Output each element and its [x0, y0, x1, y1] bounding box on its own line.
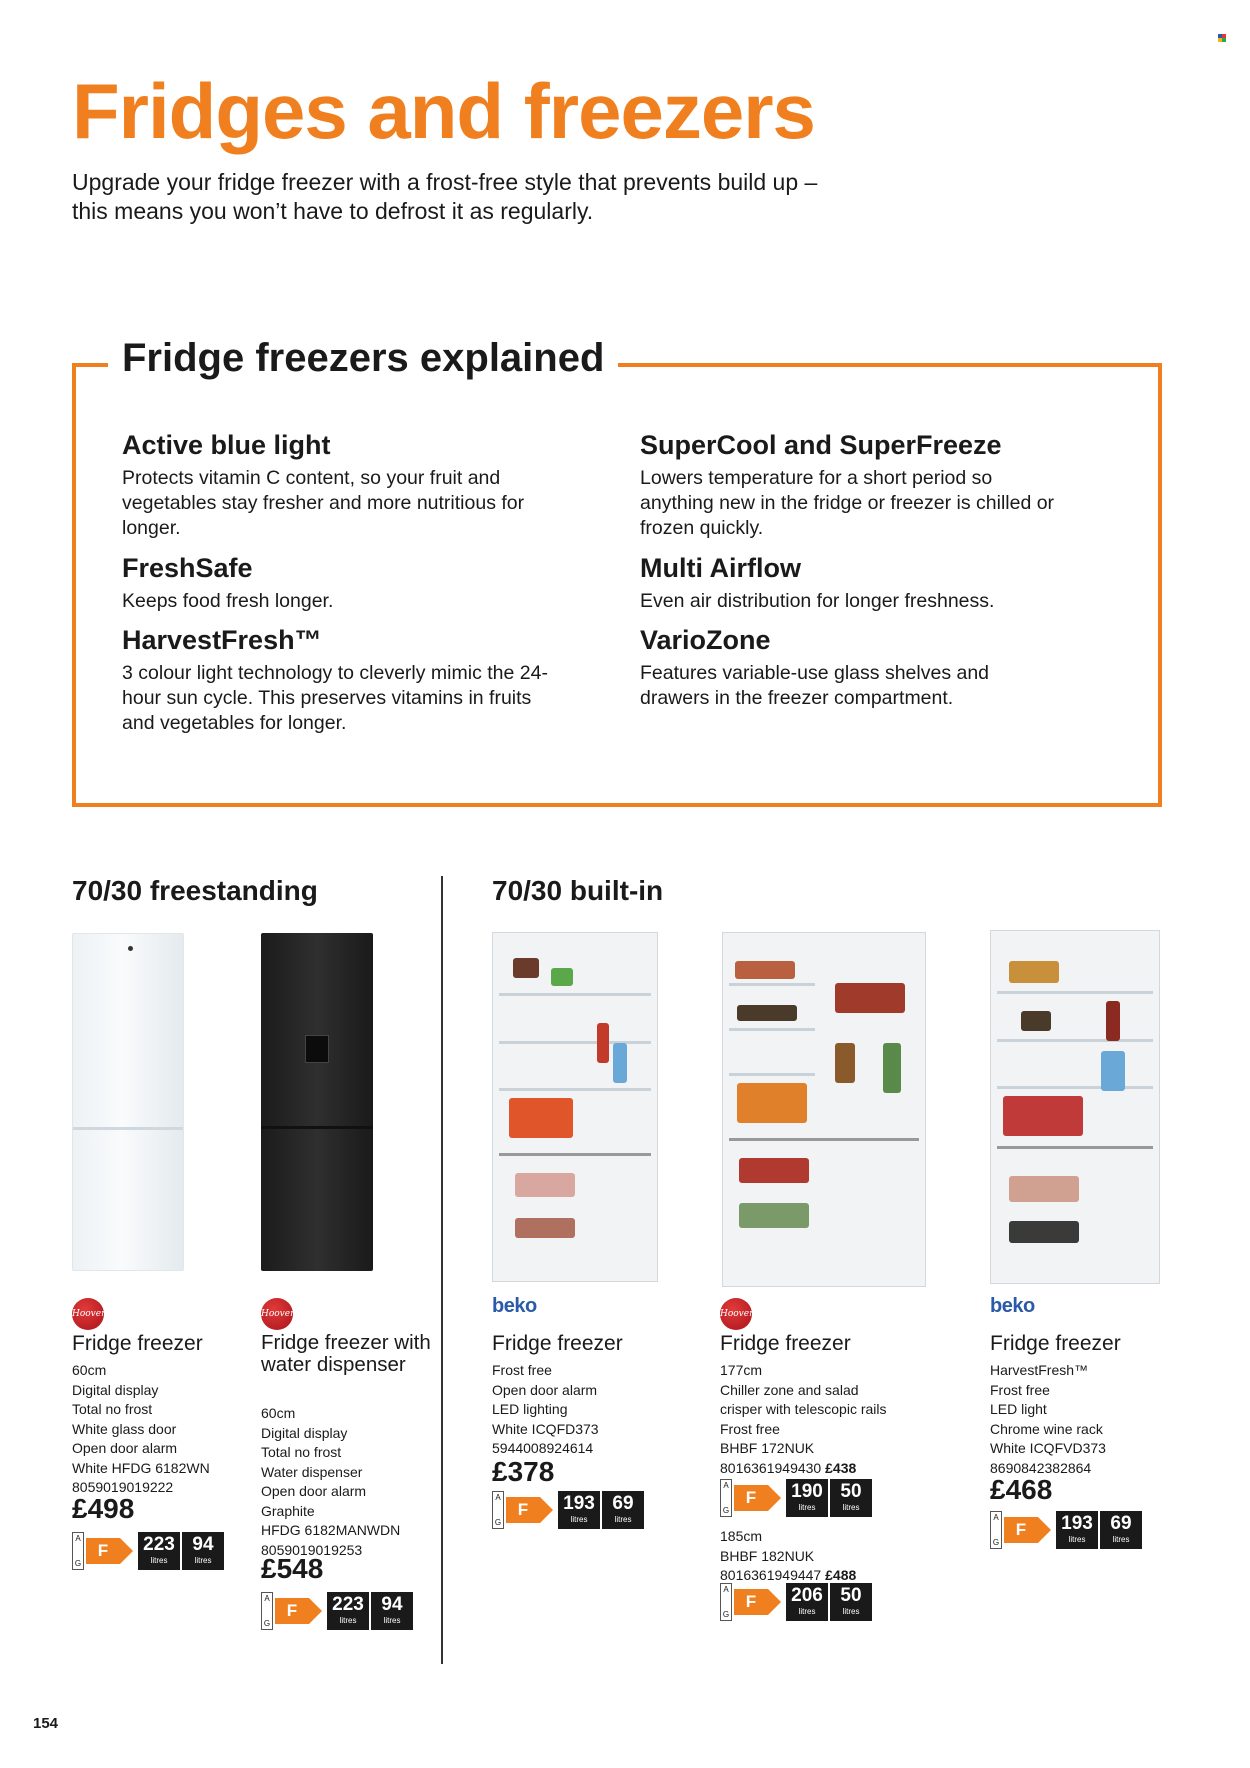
spec-line: 60cm: [261, 1405, 296, 1421]
column-divider: [441, 876, 443, 1664]
spec-line: 8690842382864: [990, 1459, 1092, 1476]
spec-line: Open door alarm: [261, 1483, 367, 1499]
feature-heading: HarvestFresh™: [122, 625, 322, 655]
freezer-litres: 50 litres: [830, 1583, 872, 1621]
spec-line-variant1: 8016361949430 £438: [720, 1459, 857, 1476]
energy-label: [492, 1491, 644, 1529]
spec-line: Digital display: [72, 1381, 159, 1398]
fridge-litres: 206 litres: [786, 1583, 828, 1621]
freezer-litres: 50 litres: [830, 1479, 872, 1517]
page-number: 154: [33, 1715, 59, 1732]
spec-line: White ICQFVD373: [990, 1440, 1106, 1456]
energy-label-variant2: [720, 1583, 872, 1621]
spec-line: Open door alarm: [72, 1440, 178, 1456]
feature-heading: Multi Airflow: [640, 553, 801, 583]
spec-line: HarvestFresh™: [990, 1362, 1089, 1378]
spec-line: crisper with telescopic rails: [720, 1401, 887, 1417]
feature-heading: Active blue light: [122, 430, 331, 460]
feature-active-blue-light: [122, 428, 562, 541]
feature-supercool-superfreeze: [640, 428, 1070, 541]
section-title-builtin: 70/30 built-in: [492, 875, 664, 906]
spec-line: White glass door: [72, 1420, 177, 1437]
page-title: Fridges and freezers: [72, 67, 815, 155]
product-name: Fridge freezer with water dispenser: [261, 1331, 431, 1376]
feature-variozone: [640, 623, 1040, 711]
spec-line: Total no frost: [72, 1401, 153, 1417]
feature-text: Lowers temperature for a short period so anything new in the fridge or freezer is chilled or frozen quickly.: [640, 467, 1055, 539]
fridge-litres: 190 litres: [786, 1479, 828, 1517]
spec-line: Frost free: [720, 1420, 780, 1437]
spec-line: 177cm: [720, 1362, 763, 1378]
spec-line: Total no frost: [261, 1444, 342, 1460]
spec-line: White ICQFD373: [492, 1420, 599, 1437]
fridge-litres: 193 litres: [1056, 1511, 1098, 1549]
spec-line: 185cm: [720, 1528, 763, 1544]
product-name: Fridge freezer: [72, 1332, 203, 1355]
energy-scale: A G: [990, 1511, 1002, 1549]
product-price: £498: [72, 1493, 135, 1524]
product-specs: [492, 1361, 682, 1459]
hoover-logo: Hoover: [72, 1298, 104, 1330]
energy-class-arrow: F: [275, 1592, 325, 1630]
explained-title: Fridge freezers explained: [108, 336, 618, 381]
spec-line: Water dispenser: [261, 1463, 363, 1480]
energy-label: [261, 1592, 413, 1630]
spec-line: 8059019019253: [261, 1541, 363, 1558]
spec-line: Graphite: [261, 1502, 315, 1519]
intro-text: Upgrade your fridge freezer with a frost-free style that prevents build up – this means you won’t have to defrost it as regularly.: [72, 169, 818, 224]
energy-label: [72, 1532, 224, 1570]
energy-scale: A G: [261, 1592, 273, 1630]
spec-line: 60cm: [72, 1362, 107, 1378]
energy-class-arrow: F: [86, 1532, 136, 1570]
variant1-price: £438: [825, 1459, 857, 1476]
spec-line: HFDG 6182MANWDN: [261, 1522, 401, 1538]
energy-class-arrow: F: [506, 1491, 556, 1529]
product-variant2-specs: [720, 1527, 920, 1586]
spec-line: 8059019019222: [72, 1479, 174, 1495]
feature-harvestfresh: [122, 623, 562, 736]
product-specs: [72, 1361, 242, 1498]
hoover-logo: Hoover: [720, 1298, 752, 1330]
energy-scale: A G: [720, 1583, 732, 1621]
product-name: Fridge freezer: [990, 1332, 1121, 1355]
product-specs: [990, 1361, 1190, 1478]
product-specs: [261, 1404, 431, 1560]
spec-line: Frost free: [990, 1381, 1050, 1398]
freezer-litres: 94 litres: [371, 1592, 413, 1630]
energy-class-arrow: F: [734, 1479, 784, 1517]
beko-logo: beko: [492, 1295, 537, 1317]
product-image-open-fridge: [990, 930, 1160, 1284]
feature-text: Features variable-use glass shelves and drawers in the freezer compartment.: [640, 662, 990, 709]
spec-line: BHBF 172NUK: [720, 1440, 815, 1456]
product-specs: [720, 1361, 920, 1478]
energy-scale: A G: [72, 1532, 84, 1570]
product-image-white-fridge: [72, 933, 184, 1271]
product-name: Fridge freezer: [720, 1332, 851, 1355]
energy-class-arrow: F: [734, 1583, 784, 1621]
hoover-logo: Hoover: [261, 1298, 293, 1330]
spec-line: 5944008924614: [492, 1440, 594, 1456]
energy-label: [720, 1479, 872, 1517]
freezer-litres: 69 litres: [1100, 1511, 1142, 1549]
spec-line: LED lighting: [492, 1401, 568, 1417]
feature-heading: SuperCool and SuperFreeze: [640, 430, 1002, 460]
section-title-freestanding: 70/30 freestanding: [72, 875, 318, 906]
product-image-graphite-fridge: [261, 933, 373, 1271]
feature-heading: VarioZone: [640, 625, 771, 655]
spec-line: Chiller zone and salad: [720, 1381, 859, 1398]
spec-line: Open door alarm: [492, 1381, 598, 1398]
spec-line: Digital display: [261, 1424, 348, 1441]
spec-line: White HFDG 6182WN: [72, 1459, 210, 1476]
feature-text: 3 colour light technology to cleverly mimic the 24-hour sun cycle. This preserves vitamins in fruits and vegetables for longer.: [122, 662, 548, 734]
product-price: £378: [492, 1456, 555, 1487]
spec-line: BHBF 182NUK: [720, 1547, 815, 1564]
feature-text: Even air distribution for longer freshness.: [640, 590, 995, 612]
spec-line: Frost free: [492, 1362, 552, 1378]
fridge-litres: 223 litres: [138, 1532, 180, 1570]
feature-freshsafe: [122, 551, 562, 614]
spec-line-variant2: 8016361949447 £488: [720, 1567, 857, 1583]
energy-class-arrow: F: [1004, 1511, 1054, 1549]
energy-scale: A G: [720, 1479, 732, 1517]
feature-multi-airflow: [640, 551, 1100, 614]
spec-line: Chrome wine rack: [990, 1420, 1103, 1437]
beko-logo: beko: [990, 1295, 1035, 1317]
fridge-litres: 193 litres: [558, 1491, 600, 1529]
product-image-open-fridge: [722, 932, 926, 1287]
product-name: Fridge freezer: [492, 1332, 623, 1355]
feature-heading: FreshSafe: [122, 553, 253, 583]
freezer-litres: 94 litres: [182, 1532, 224, 1570]
corner-colour-mark: [1218, 34, 1226, 42]
product-price: £468: [990, 1474, 1053, 1505]
feature-text: Keeps food fresh longer.: [122, 590, 334, 612]
feature-text: Protects vitamin C content, so your fruit and vegetables stay fresher and more nutritious for longer.: [122, 467, 525, 539]
freezer-litres: 69 litres: [602, 1491, 644, 1529]
variant2-price: £488: [825, 1567, 857, 1583]
energy-scale: A G: [492, 1491, 504, 1529]
product-image-open-fridge: [492, 932, 658, 1282]
product-price: £548: [261, 1553, 324, 1584]
spec-line: LED light: [990, 1401, 1047, 1417]
fridge-litres: 223 litres: [327, 1592, 369, 1630]
energy-label: [990, 1511, 1142, 1549]
